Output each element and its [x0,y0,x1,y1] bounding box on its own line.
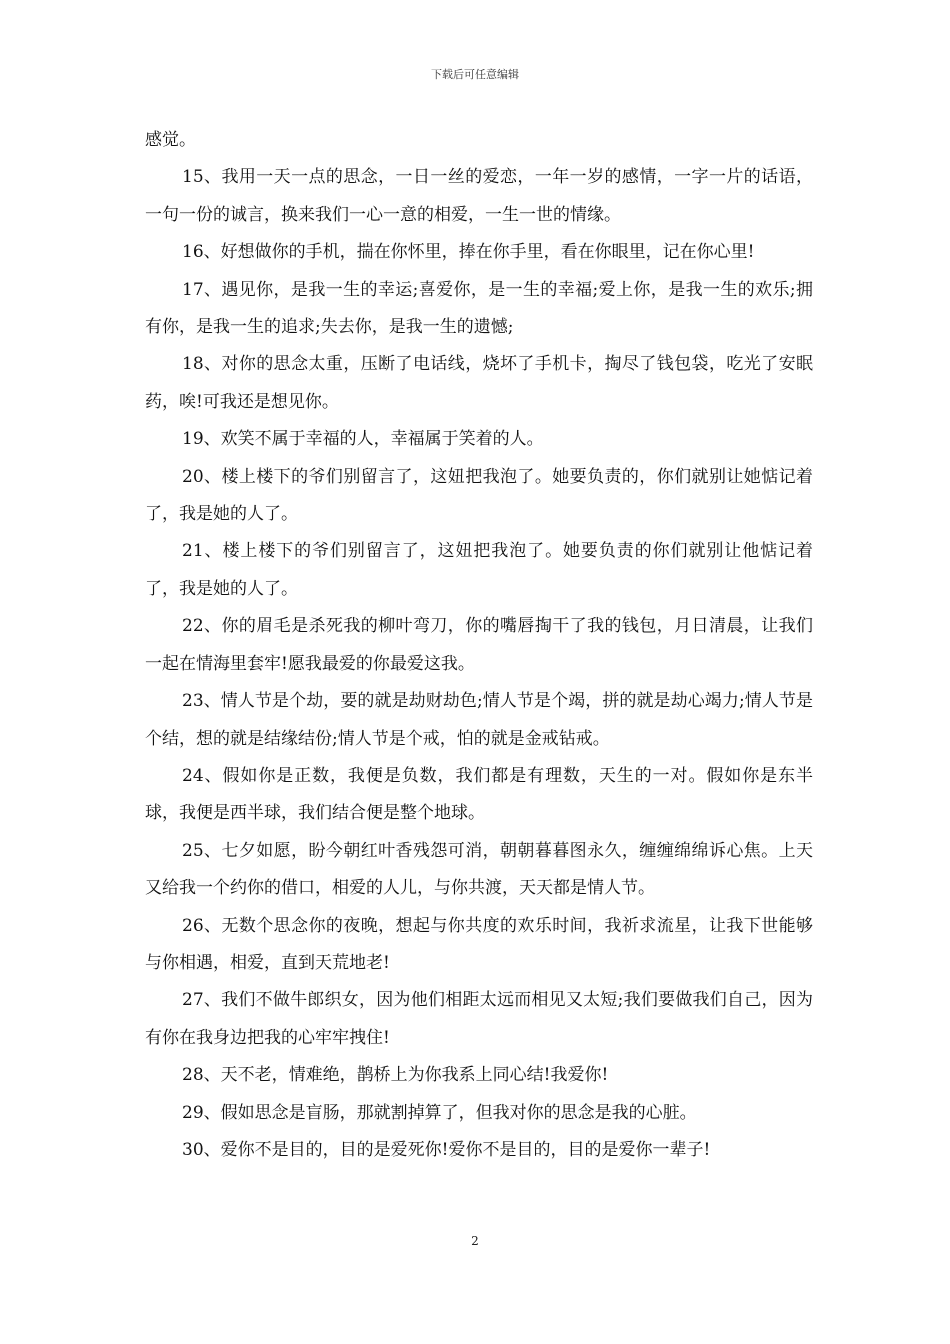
paragraph-item-30: 30、爱你不是目的，目的是爱死你!爱你不是目的，目的是爱你一辈子! [182,1139,711,1160]
paragraph-item-23: 23、情人节是个劫，要的就是劫财劫色;情人节是个竭，拼的就是劫心竭力;情人节是个结，想的就是结缘结份;情人节是个戒，怕的就是金戒钻戒。 [145,691,813,749]
paragraph-item-25: 25、七夕如愿，盼今朝红叶香残怨可消，朝朝暮暮图永久，缠缠绵绵诉心焦。上天又给我一个约你的借口，相爱的人儿，与你共渡，天天都是情人节。 [145,840,813,899]
paragraph-item-20: 20、楼上楼下的爷们别留言了，这妞把我泡了。她要负责的，你们就别让她惦记着了，我是她的人了。 [145,466,813,525]
paragraph-item-18: 18、对你的思念太重，压断了电话线，烧坏了手机卡，掏尽了钱包袋，吃光了安眠药，唉!可我还是想见你。 [145,354,813,412]
paragraph-item-29: 29、假如思念是盲肠，那就割掉算了，但我对你的思念是我的心脏。 [182,1102,697,1123]
paragraph-item-16: 16、好想做你的手机，揣在你怀里，捧在你手里，看在你眼里，记在你心里! [182,242,755,263]
paragraph-item-27: 27、我们不做牛郎织女，因为他们相距太远而相见又太短;我们要做我们自己，因为有你在我身边把我的心牢牢拽住! [145,990,813,1048]
paragraph-item-21: 21、楼上楼下的爷们别留言了，这妞把我泡了。她要负责的你们就别让他惦记着了，我是她的人了。 [145,541,813,599]
page-number: 2 [471,1234,479,1248]
paragraph-item-15: 15、我用一天一点的思念，一日一丝的爱恋，一年一岁的感情，一字一片的话语，一句一份的诚言，换来我们一心一意的相爱，一生一世的情缘。 [145,167,813,225]
page-header: 下载后可任意编辑 [431,68,519,81]
paragraph-item-17: 17、遇见你，是我一生的幸运;喜爱你，是一生的幸福;爱上你，是我一生的欢乐;拥有你，是我一生的追求;失去你，是我一生的遗憾; [145,279,813,338]
paragraph-continuation: 感觉。 [145,130,196,150]
paragraph-item-28: 28、天不老，情难绝，鹊桥上为你我系上同心结!我爱你! [182,1065,609,1086]
paragraph-item-26: 26、无数个思念你的夜晚，想起与你共度的欢乐时间，我祈求流星，让我下世能够与你相遇，相爱，直到天荒地老! [145,915,813,973]
paragraph-item-19: 19、欢笑不属于幸福的人，幸福属于笑着的人。 [182,429,544,450]
document-body [145,122,813,1169]
paragraph-item-24: 24、假如你是正数，我便是负数，我们都是有理数，天生的一对。假如你是东半球，我便是西半球，我们结合便是整个地球。 [145,765,813,824]
paragraph-item-22: 22、你的眉毛是杀死我的柳叶弯刀，你的嘴唇掏干了我的钱包，月日清晨，让我们一起在情海里套牢!愿我最爱的你最爱这我。 [145,616,813,674]
